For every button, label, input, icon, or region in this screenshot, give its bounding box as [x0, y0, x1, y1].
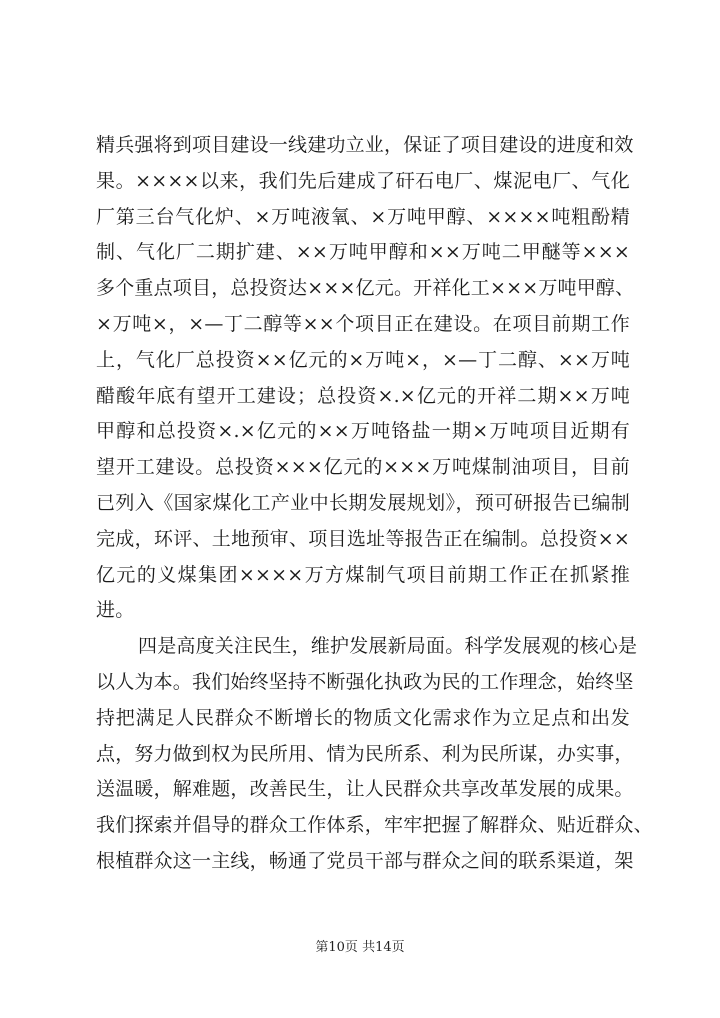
text-line: 多个重点项目，总投资达×××亿元。开祥化工×××万吨甲醇、	[96, 277, 635, 300]
text-line: 完成，环评、土地预审、项目选址等报告正在编制。总投资××	[96, 527, 630, 550]
text-line: 上，气化厂总投资××亿元的×万吨×，×—丁二醇、××万吨	[96, 348, 630, 371]
text-line: 根植群众这一主线，畅通了党员干部与群众之间的联系渠道，架	[96, 849, 634, 872]
text-line: 甲醇和总投资×.×亿元的××万吨铬盐一期×万吨项目近期有	[96, 420, 630, 443]
text-line: 已列入《国家煤化工产业中长期发展规划》，预可研报告已编制	[96, 491, 630, 514]
page-number-footer: 第10页 共14页	[315, 940, 405, 955]
text-line: 以人为本。我们始终坚持不断强化执政为民的工作理念，始终坚	[96, 670, 634, 693]
text-line: 果。××××以来，我们先后建成了矸石电厂、煤泥电厂、气化	[96, 169, 630, 192]
text-line: 持把满足人民群众不断增长的物质文化需求作为立足点和出发	[96, 706, 630, 729]
text-line: 我们探索并倡导的群众工作体系，牢牢把握了解群众、贴近群众、	[96, 814, 653, 837]
text-line: 送温暖，解难题，改善民生，让人民群众共享改革发展的成果。	[96, 778, 634, 801]
text-line: 制、气化厂二期扩建、××万吨甲醇和××万吨二甲醚等×××	[96, 241, 630, 264]
text-line: 厂第三台气化炉、×万吨液氧、×万吨甲醇、××××吨粗酚精	[96, 205, 630, 228]
text-line: 亿元的义煤集团××××万方煤制气项目前期工作正在抓紧推	[96, 563, 630, 586]
text-line: 点，努力做到权为民所用、情为民所系、利为民所谋，办实事，	[96, 742, 634, 765]
text-line: ×万吨×，×—丁二醇等××个项目正在建设。在项目前期工作	[96, 312, 630, 335]
text-line: 进。	[96, 599, 135, 622]
body-text	[96, 128, 653, 880]
text-line: 精兵强将到项目建设一线建功立业，保证了项目建设的进度和效	[96, 134, 634, 156]
paragraph-first-line: 四是高度关注民生，维护发展新局面。科学发展观的核心是	[138, 635, 638, 658]
text-line: 醋酸年底有望开工建设；总投资×.×亿元的开祥二期××万吨	[96, 384, 630, 407]
text-line: 望开工建设。总投资×××亿元的×××万吨煤制油项目，目前	[96, 456, 630, 479]
